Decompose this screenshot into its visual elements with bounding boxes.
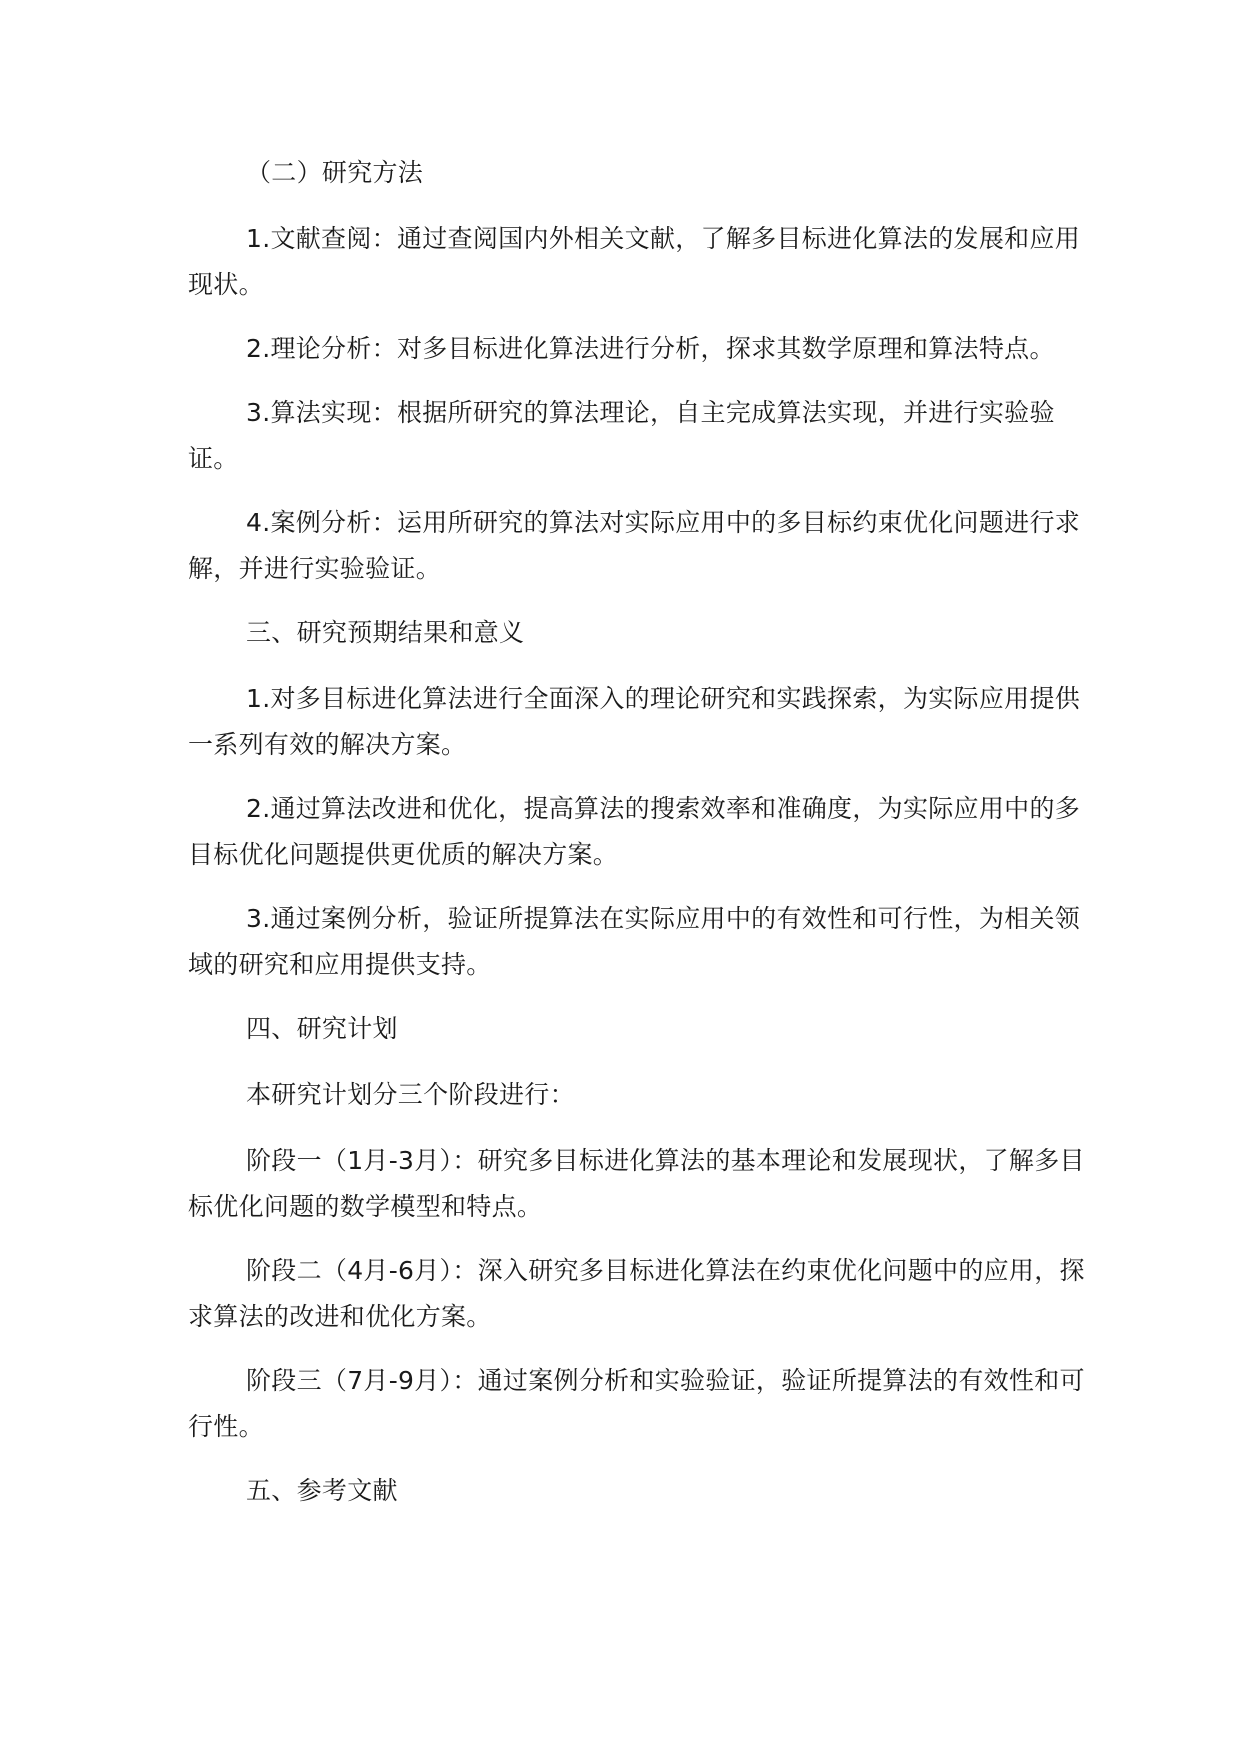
document-page (188, 150, 1088, 1534)
method-item-case-analysis: 4.案例分析：运用所研究的算法对实际应用中的多目标约束优化问题进行求解，并进行实验验证。 (188, 508, 1081, 583)
method-item-algorithm-implementation: 3.算法实现：根据所研究的算法理论，自主完成算法实现，并进行实验验证。 (188, 398, 1055, 473)
section-heading-references: 五、参考文献 (246, 1476, 398, 1505)
plan-stage-2: 阶段二（4月-6月）：深入研究多目标进化算法在约束优化问题中的应用，探求算法的改进和优化方案。 (188, 1256, 1085, 1331)
plan-stage-3: 阶段三（7月-9月）：通过案例分析和实验验证，验证所提算法的有效性和可行性。 (188, 1366, 1085, 1441)
plan-intro: 本研究计划分三个阶段进行： (246, 1080, 575, 1109)
result-item-3: 3.通过案例分析，验证所提算法在实际应用中的有效性和可行性，为相关领域的研究和应用提供支持。 (188, 904, 1081, 979)
method-item-literature-review: 1.文献查阅：通过查阅国内外相关文献，了解多目标进化算法的发展和应用现状。 (188, 224, 1081, 299)
plan-stage-1: 阶段一（1月-3月）：研究多目标进化算法的基本理论和发展现状，了解多目标优化问题的数学模型和特点。 (188, 1146, 1085, 1221)
result-item-2: 2.通过算法改进和优化，提高算法的搜索效率和准确度，为实际应用中的多目标优化问题提供更优质的解决方案。 (188, 794, 1081, 869)
section-heading-research-methods: （二）研究方法 (246, 158, 424, 187)
method-item-theoretical-analysis: 2.理论分析：对多目标进化算法进行分析，探求其数学原理和算法特点。 (246, 334, 1055, 363)
section-heading-research-plan: 四、研究计划 (246, 1014, 398, 1043)
section-heading-expected-results: 三、研究预期结果和意义 (246, 618, 525, 647)
result-item-1: 1.对多目标进化算法进行全面深入的理论研究和实践探索，为实际应用提供一系列有效的解决方案。 (188, 684, 1081, 759)
